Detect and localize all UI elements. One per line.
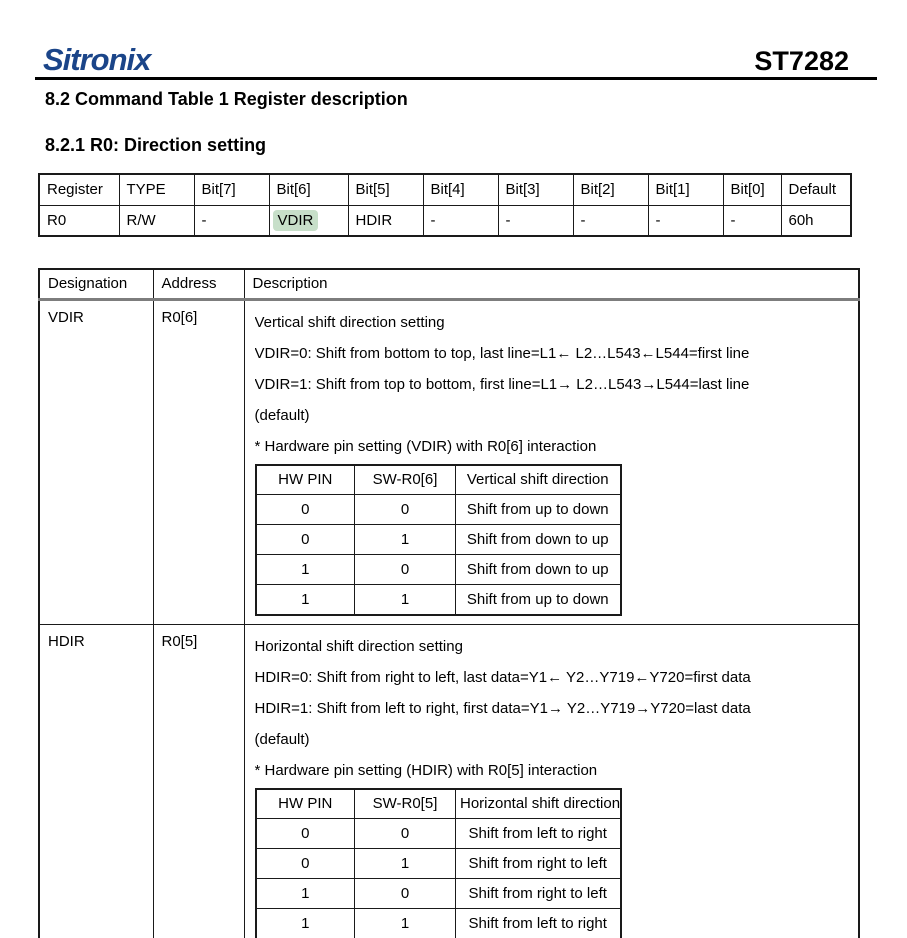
hdir-description: [244, 624, 859, 938]
r0-name: R0: [39, 205, 119, 236]
sw-bit-value: 1: [355, 909, 456, 938]
hdir-designation: HDIR: [39, 624, 153, 938]
shift-direction-value: Shift from up to down: [456, 495, 621, 525]
table-row: [256, 585, 621, 615]
r0-bit6: [269, 205, 348, 236]
hdir-desc-line: * Hardware pin setting (HDIR) with R0[5] interaction: [254, 761, 598, 779]
col-register: Register: [39, 174, 119, 205]
shift-direction-value: Shift from right to left: [456, 879, 621, 909]
vdir-desc-line: VDIR=0: Shift from bottom to top, last line=L1← L2…L543←L544=first line: [254, 344, 750, 362]
col-bit7: Bit[7]: [194, 174, 269, 205]
page-header: [35, 36, 877, 80]
hdir-desc-line: (default): [254, 730, 310, 748]
shift-direction-value: Shift from up to down: [456, 585, 621, 615]
col-default: Default: [781, 174, 851, 205]
register-table-header-row: [39, 174, 851, 205]
sw-bit-value: 1: [355, 849, 456, 879]
subsection-heading: 8.2.1 R0: Direction setting: [45, 135, 267, 155]
hw-pin-value: 0: [256, 495, 355, 525]
sw-bit-value: 1: [355, 525, 456, 555]
hw-pin-value: 0: [256, 525, 355, 555]
col-bit0: Bit[0]: [723, 174, 781, 205]
vdir-desc-line: VDIR=1: Shift from top to bottom, first line=L1→ L2…L543→L544=last line: [254, 375, 750, 393]
sw-bit-value: 0: [355, 879, 456, 909]
vdir-desc-line: Vertical shift direction setting: [254, 313, 445, 331]
r0-default: 60h: [781, 205, 851, 236]
sw-bit-value: 1: [355, 585, 456, 615]
col-bit5: Bit[5]: [348, 174, 423, 205]
hw-pin-value: 1: [256, 555, 355, 585]
table-row: [256, 879, 621, 909]
r0-type: R/W: [119, 205, 194, 236]
col-bit1: Bit[1]: [648, 174, 723, 205]
col-sw-r06: SW-R0[6]: [355, 465, 456, 495]
hw-pin-value: 1: [256, 879, 355, 909]
col-hw-pin: HW PIN: [256, 465, 355, 495]
hdir-address: R0[5]: [153, 624, 244, 938]
register-table: [38, 173, 852, 237]
hdir-desc-line: Horizontal shift direction setting: [254, 637, 463, 655]
vdir-desc-line: * Hardware pin setting (VDIR) with R0[6] interaction: [254, 437, 597, 455]
table-row: [256, 909, 621, 938]
sw-bit-value: 0: [355, 495, 456, 525]
r0-bit0: -: [723, 205, 781, 236]
col-vertical-shift-direction: Vertical shift direction: [456, 465, 621, 495]
vdir-address: R0[6]: [153, 299, 244, 624]
vdir-pin-interaction-table: [255, 464, 622, 616]
r0-bit2: -: [573, 205, 648, 236]
vdir-row: [39, 299, 859, 624]
vdir-desc-line: (default): [254, 406, 310, 424]
sw-bit-value: 0: [355, 819, 456, 849]
shift-direction-value: Shift from left to right: [456, 909, 621, 938]
r0-bit7: -: [194, 205, 269, 236]
r0-bit1: -: [648, 205, 723, 236]
table-row: [256, 819, 621, 849]
table-row: [256, 495, 621, 525]
description-table: [38, 268, 860, 938]
r0-bit3: -: [498, 205, 573, 236]
section-heading: 8.2 Command Table 1 Register description: [45, 89, 408, 109]
hdir-desc-line: HDIR=0: Shift from right to left, last data=Y1← Y2…Y719←Y720=first data: [254, 668, 751, 686]
product-title: ST7282: [754, 46, 849, 76]
col-address: Address: [153, 269, 244, 299]
col-bit4: Bit[4]: [423, 174, 498, 205]
col-description: Description: [244, 269, 859, 299]
col-bit2: Bit[2]: [573, 174, 648, 205]
hdir-desc-line: HDIR=1: Shift from left to right, first data=Y1→ Y2…Y719→Y720=last data: [254, 699, 751, 717]
table-row: [256, 525, 621, 555]
col-type: TYPE: [119, 174, 194, 205]
col-bit6: Bit[6]: [269, 174, 348, 205]
vdir-highlight: VDIR: [273, 210, 319, 231]
hw-pin-value: 0: [256, 819, 355, 849]
col-bit3: Bit[3]: [498, 174, 573, 205]
r0-bit5: HDIR: [348, 205, 423, 236]
hdir-row: [39, 624, 859, 938]
vdir-description: [244, 299, 859, 624]
table-row: [256, 555, 621, 585]
shift-direction-value: Shift from left to right: [456, 819, 621, 849]
hdir-inner-header-row: [256, 789, 621, 819]
col-designation: Designation: [39, 269, 153, 299]
vdir-inner-header-row: [256, 465, 621, 495]
r0-bit4: -: [423, 205, 498, 236]
col-horizontal-shift-direction: Horizontal shift direction: [456, 789, 621, 819]
hw-pin-value: 1: [256, 585, 355, 615]
col-sw-r05: SW-R0[5]: [355, 789, 456, 819]
vdir-designation: VDIR: [39, 299, 153, 624]
shift-direction-value: Shift from right to left: [456, 849, 621, 879]
hw-pin-value: 0: [256, 849, 355, 879]
hdir-pin-interaction-table: [255, 788, 622, 938]
hw-pin-value: 1: [256, 909, 355, 938]
description-table-header-row: [39, 269, 859, 299]
shift-direction-value: Shift from down to up: [456, 555, 621, 585]
table-row: [256, 849, 621, 879]
col-hw-pin: HW PIN: [256, 789, 355, 819]
register-r0-row: [39, 205, 851, 236]
sitronix-logo: Sitronix: [43, 42, 151, 77]
shift-direction-value: Shift from down to up: [456, 525, 621, 555]
sw-bit-value: 0: [355, 555, 456, 585]
